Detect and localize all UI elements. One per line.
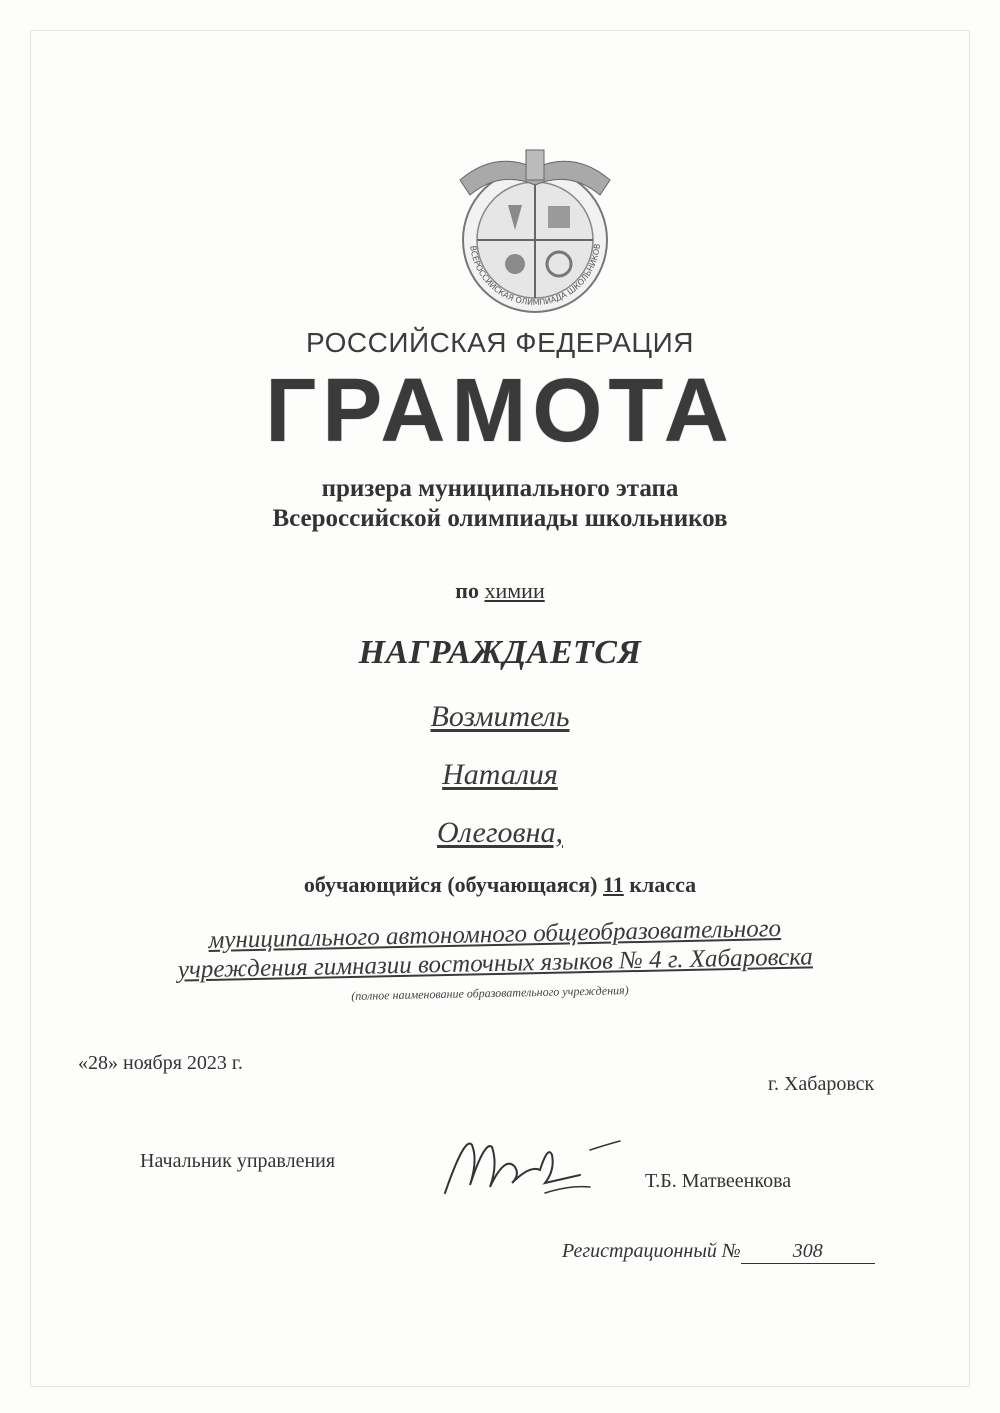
registration-number-line <box>562 1240 875 1264</box>
issue-date: «28» ноября 2023 г. <box>78 1052 243 1074</box>
registration-number: 308 <box>741 1240 875 1264</box>
school-line-1: муниципального автономного общеобразовательного <box>208 915 782 954</box>
subject-prefix: по <box>455 578 479 603</box>
signer-position: Начальник управления <box>140 1150 336 1172</box>
awarded-heading: НАГРАЖДАЕТСЯ <box>358 634 642 671</box>
olympiad-emblem-icon <box>440 140 630 320</box>
subtitle-line-2: Всероссийской олимпиады школьников <box>272 505 728 532</box>
emblem-ring-text: ВСЕРОССИЙСКАЯ ОЛИМПИАДА ШКОЛЬНИКОВ <box>468 243 602 308</box>
document-subtitle <box>0 474 1000 534</box>
school-caption: (полное наименование образовательного учреждения) <box>351 983 629 1003</box>
signature-icon <box>440 1125 630 1205</box>
document-title: ГРАМОТА <box>265 361 735 461</box>
recipient-patronymic: Олеговна, <box>437 816 563 849</box>
subtitle-line-1: призера муниципального этапа <box>321 475 679 502</box>
issue-city: г. Хабаровск <box>768 1073 875 1095</box>
subject-name: химии <box>484 578 545 603</box>
registration-label: Регистрационный № <box>562 1240 741 1262</box>
subject-line <box>0 578 1000 604</box>
signer-name: Т.Б. Матвеенкова <box>645 1170 792 1192</box>
student-prefix: обучающийся (обучающаяся) <box>303 872 598 897</box>
country-heading: РОССИЙСКАЯ ФЕДЕРАЦИЯ <box>306 327 694 358</box>
recipient-surname: Возмитель <box>430 700 570 733</box>
student-suffix: класса <box>629 872 697 897</box>
student-grade: 11 <box>603 872 624 897</box>
recipient-first-name: Наталия <box>442 758 558 791</box>
student-line <box>0 872 1000 898</box>
school-line-2: учреждения гимназии восточных языков № 4 г. Хабаровска <box>177 943 814 984</box>
